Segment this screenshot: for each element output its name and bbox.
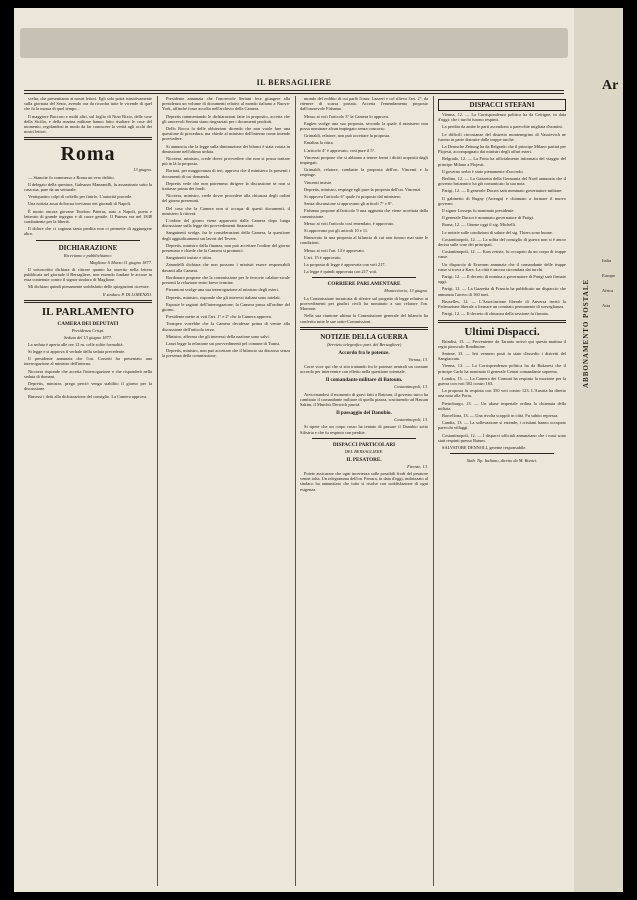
paragraph: La proposta fu respinta con 350 voti contro 123. L'Austria ha diretto una nota alla Porta.: [438, 388, 566, 399]
paragraph: Vienna, 13. — La Corrispondenza politica ha da Bukarest che il principe Carlo ha nominato il generale Cernat comandante supremo.: [438, 363, 566, 374]
paragraph: Il dolore che ci cagiona tanta perdita non ci permette di aggiungere altro.: [24, 226, 152, 237]
corriere-dateline: Montecitorio, 13 giugno.: [384, 288, 428, 294]
column-rule-2: [295, 96, 296, 886]
paragraph: Rimessi i detti alla dichiarazione del consiglio. La Camera approva.: [28, 393, 148, 399]
dispacci-particolari-heading: DISPACCI PARTICOLARI: [332, 441, 396, 448]
paragraph: Il presidente annunzia che l'on. Corsetti ha presentato una interrogazione al ministro dell'interno.: [24, 356, 152, 367]
paragraph: Senza discussione si approvano gli articoli 7° e 8°.: [304, 201, 393, 207]
adjacent-mini-line: Asia: [602, 303, 611, 308]
paragraph: Il delegato della questura, Galeazzo Manzanilli, fu assassinato sotto la casa sua, pare da un vetturale.: [24, 181, 152, 193]
camera-heading: CAMERA DEI DEPUTATI: [57, 320, 119, 327]
newspaper-page: [14, 8, 574, 892]
paragraph: Mi dichiaro quindi pienamente soddisfatto delle spiegazioni ricevute.: [28, 284, 150, 290]
paragraph: Costantinopoli, 12. — La solita del consiglio di guerra non si è ancor decisa sulle cose dei principati.: [438, 236, 566, 248]
gerente-line: SALVATORE DENNOLI, gerente responsabile.: [442, 444, 527, 450]
paragraph: Nicotera, ministro, crede dover provvedere che non si possa trattare più in là la proposta.: [162, 156, 290, 167]
paragraph: Bruxelles, 12. — L'Associazione liberale di Anversa invitò la Federazione liberale a formare un comitato permanente di sorveglianza.: [438, 298, 566, 310]
danubio-text: Si ripete che un corpo russo ha tentato di passare il Danubio sotto Silistria e che fu respinto con perdite.: [300, 424, 428, 435]
pesatore-heading: IL PESATORE.: [346, 456, 382, 463]
paragraph: Vincenti insiste.: [304, 179, 333, 185]
pesatore-dateline: Firenze, 13.: [407, 463, 428, 469]
paragraph: Roma, 12. — Giunse oggi il sig. Michelli.: [442, 222, 517, 228]
dichiarazione-heading: DICHIARAZIONE: [58, 243, 118, 252]
proceedings-continued-text: [300, 96, 428, 192]
paragraph: Candia, 13. — La sollevazione si estende; i cristiani hanno occupato parecchi villaggi.: [438, 420, 566, 431]
paragraph: L'art. 15 è approvato.: [304, 254, 342, 260]
paragraph: Ministro, afferma che gli interessi della nazione sono salvi.: [166, 333, 270, 339]
paragraph: Depretis, ministro dalla finanza, non può accettare l'ordine del giorno presentato e chiede che la Camera si pronunci.: [162, 242, 290, 254]
paragraph: Rinnovato fa una proposta al bilancio di cui non furono mai state le condizioni.: [300, 235, 428, 246]
divider: [312, 277, 416, 278]
section-divider: [438, 320, 566, 323]
paragraph: Berlino, 12. — La Gazzetta della Germania del Nord annunzia che il governo britannico ha già comunicato la sua nota.: [438, 176, 566, 187]
divider: [36, 240, 140, 241]
corriere-heading: CORRIERE PARLAMENTARE: [327, 281, 401, 288]
paragraph: Pietroburgo, 13. — Un ukase imperiale ordina la chiamata della milizia.: [438, 400, 566, 411]
paragraph: Si approva l'articolo 6° quale fu proposto dal ministero.: [304, 194, 402, 200]
paragraph: Il governo serbo è stato pienamente d'accordo.: [442, 168, 524, 174]
paragraph: Del caso che la Camera non si occupa di questi documenti, il ministero li ritirerà.: [162, 205, 290, 216]
proceedings-articles-text: [300, 194, 428, 267]
ultimi-heading: Ultimi Dispacci.: [464, 325, 540, 338]
dispacci-particolari-subtitle: DEL BERSAGLIERE.: [344, 448, 384, 454]
paragraph: Si annuncia che la legge sulla diminuzione dei bilanci è stata votata in dimissione nell'ultima seduta.: [162, 143, 290, 154]
column-3: [300, 96, 428, 886]
paragraph: La Commissione incaricata di riferire sul progetto di legge relativo ai provvedimenti pei giudici civili ha nominato a suo relatore l'on. Morrone.: [300, 295, 428, 312]
paragraph: Vincenzi propone che si abbiano a tenere fermi i diritti acquisiti dagli impiegati.: [300, 154, 428, 166]
ultimi-text: [438, 339, 566, 443]
paragraph: Nicotera, ministro, crede dover procedere alla chiusura degli ordini del giorno presentati.: [162, 193, 290, 204]
roma-text: [24, 175, 152, 237]
paragraph: Messo ai voti l'articolo 3° la Camera lo approva.: [304, 113, 390, 119]
intro-text: [24, 96, 152, 134]
section-divider: [24, 137, 152, 140]
paragraph: Sanguinetti svolge, fra le considerazioni della Camera, la questione degli aggiudicamenti sui lavori del Tevere.: [162, 230, 290, 241]
paragraph: Nicotera risponde che accetta l'interrogazione e che risponderà nella seduta di domani.: [24, 368, 152, 379]
paragraph: Grimaldi, relatore, non può accettare la proposta.: [304, 133, 391, 139]
paragraph: Depretis, ministro, risponde che gli interessi italiani sono tutelati.: [166, 294, 281, 300]
batum-heading: Il comandante militare di Batoum.: [325, 377, 403, 384]
camera-subtitle: Presidenza Crispi.: [71, 327, 105, 333]
adjacent-page-strip: [574, 8, 623, 892]
paragraph: Barcellona, 13. — Una rivolta scoppiò in città. Fu subito repressa.: [442, 412, 559, 418]
paragraph: Bortani, per maggioranza di ieri, approva che il ministero fa presenti i documenti di cui domanda.: [162, 168, 290, 179]
column-rule-1: [157, 96, 158, 886]
printer-imprint: Stab. Tip. Italiano, diretto da M. Bonici.: [466, 458, 538, 464]
paragraph: Un dispaccio di Erzerum annunzia che il comandante delle truppe russe si trova a Kars. La città è ancora circondata dai turchi.: [438, 261, 566, 272]
paragraph: Parigi, 12. — Il decreto di nomina a governatore di Parigi sarà firmato oggi.: [438, 274, 566, 285]
paragraph: Trompeo vorrebbe che la Camera decidesse prima di venire alla discussione dell'articolo terzo.: [162, 321, 290, 332]
danubio-heading: Il passaggio del Danubio.: [336, 410, 392, 417]
paragraph: Bordonaro propone che la commissione per le ferrovie calabro-sicule presenti la relazione entro breve termine.: [162, 274, 290, 286]
camera-text: [24, 342, 152, 399]
paragraph: Il signor Lesseps fu nominato presidente.: [442, 208, 515, 214]
accordo-text: Corre voce qui che si stia trattando fra le potenze neutrali un comune accordo per intervenire con effetto nella questione orientale.: [300, 363, 428, 375]
paragraph: mondo del reddito di cui parlò l'onor. Lazzeri e col rilievo l'art. 2°, da ritenere di scarsa portata. Accetta l'emendamento proposto dall'onorevole Fishamo.: [300, 96, 428, 112]
paragraph: Parigi, 12. — La Gazzetta di Francia ha pubblicato un dispaccio che annunzia l'arrivo di 160 navi.: [438, 286, 566, 297]
camera-dateline: Seduta del 13 giugno 1877.: [63, 334, 113, 340]
paragraph: Zanardelli dichiara che non possono i ministri essere responsabili davanti alla Camera.: [162, 262, 290, 273]
abbonamento-postale-label: ABBONAMENTO POSTALE: [582, 278, 590, 388]
divider: [312, 438, 416, 439]
column-2: [162, 96, 290, 886]
paragraph: Englen svolge una sua proposta, secondo la quale il ministero non possa nominare alcun impiegato senza concorso.: [300, 120, 428, 132]
paragraph: L'ordine del giorno viene approvato dalla Camera dopo lunga discussione sulla legge dei provvedimenti finanziari.: [162, 218, 290, 229]
paragraph: Messo ai voti l'articolo così emendato, è approvato.: [304, 220, 395, 226]
paragraph: Emalina la ritira.: [304, 140, 334, 146]
paragraph: Esposte le ragioni dell'interrogazione, la Camera passa all'ordine del giorno.: [162, 301, 290, 312]
paragraph: Depretis rammentando le dichiarazioni fatte in proposito, accetta che gli onorevoli Sertani siano ringraziati per i documenti prodotti.: [162, 113, 290, 124]
header-rule-bottom: [24, 93, 564, 94]
paragraph: La seduta è aperta alle ore 12 m. colle solite formalità.: [28, 341, 124, 347]
paragraph: Depretis, ministro, non può accettare che il bilancio sia discusso senza la presenza della commissione.: [162, 348, 290, 359]
dichiarazione-dateline: Maglione li Marzo 11 giugno 1877.: [89, 259, 152, 265]
votes-line: La legge è quindi approvata con 217 voti.: [304, 269, 378, 275]
paragraph: Una notizia assai dolorosa troviamo nei giornali di Napoli.: [28, 201, 132, 207]
paragraph: Costantinopoli, 12. — Kars resiste, fu occupato da un corpo di truppe russe.: [438, 249, 566, 260]
accordo-heading: Accordo fra le potenze.: [338, 349, 390, 356]
batum-dateline: Costantinopoli, 13.: [394, 384, 428, 390]
adjacent-mini-line: Italia: [602, 258, 612, 263]
guerra-heading: NOTIZIE DELLA GUERRA: [320, 332, 408, 341]
dichiarazione-text: [24, 267, 152, 290]
paragraph: Il sottoscritto dichiara di ritirare quanto ha asserito nella lettera pubblicata nel giornale il Bersagliere, non essendo fondate le accuse in essa contenute contro il signor sindaco di Maglione.: [24, 266, 152, 283]
paragraph: Fishamo propone all'articolo 9 una aggiunta che viene accettata dalla commissione.: [300, 208, 428, 219]
paragraph: Depretis, ministro, respinge egli pure la proposta dell'on. Vincenzi.: [304, 186, 422, 192]
paragraph: Costantinopoli, 12. — I dispacci ufficiali annunziano che i russi sono stati respinti presso Batum.: [438, 432, 566, 443]
dichiarazione-signature: Il sindaco P. DI LORENZO.: [102, 291, 152, 297]
guerra-subtitle: (Servizio telegrafico part. del Bersagliere): [326, 341, 402, 347]
section-divider: [300, 327, 428, 330]
adjacent-mini-line: Africa: [602, 288, 614, 293]
paragraph: Nella sua riunione ultima la Commissione generale del bilancio ha conferito tutte le sue sotto-Commissioni.: [300, 313, 428, 324]
pesatore-text: Potete assicurare che ogni incertezza sulle possibili frodi del pesatore venne tolta. Un telegramma dell'on. Ferrara, in data d'oggi, indirizzato al sindaco ha annunziato che tutto si risolse con soddisfazione di ogni esigenza.: [300, 470, 428, 492]
roma-dateline: 13 giugno.: [133, 167, 152, 173]
parliament-proceedings-text: [162, 96, 290, 359]
stefani-text: [438, 112, 566, 317]
corriere-text: [300, 296, 428, 324]
paragraph: L'articolo 4° è approvato, così pure il 5°.: [304, 147, 376, 153]
paragraph: Pierantoni svolge una sua interrogazione al ministro degli esteri.: [166, 287, 280, 293]
paragraph: scelta, che presentiamo ai nostri lettori. Egli solo potrà istruttivamente sulla giornata del Sesto, avendo ora da ricordar tutte le vicende di quel che fu la mossa di quel tempo...: [24, 96, 152, 112]
paragraph: Le notizie sulle condizioni di salute del sig. Thiers sono buone.: [442, 229, 553, 235]
divider: [450, 453, 554, 454]
paragraph: Smirne, 13. — Ieri vennero posti in stato d'assedio i distretti del Sangiaccato.: [438, 350, 566, 362]
paragraph: È morto ancora giovane Teodoro Pateras, nato a Napoli, poeta e letterato di grande ingegno e di cuore gentile. Il Pateras era nel 1848 combattente per la libertà.: [24, 208, 152, 225]
paragraph: Londra, 13. — La Camera dei Comuni ha respinto la mozione per la guerra con voti 302 contro 163.: [438, 375, 566, 386]
masthead-running-title: IL BERSAGLIERE: [256, 78, 332, 87]
dichiarazione-subtitle: Riceviamo e pubblichiamo:: [63, 252, 113, 258]
paragraph: Depretis vede che non potremmo dirigere la discussione se non si trattasse prima dei fondi.: [162, 180, 290, 192]
paragraph: La perdita da ambe le parti ascendono a parecchie migliaia d'uomini.: [442, 124, 563, 130]
paragraph: Dello Rocca fa delle obbiezioni dicendo che non vuole fare una questione di procedura, ma chiede al ministro dell'interno come intende provvedere.: [162, 126, 290, 142]
paragraph: Vienna, 12. — La Corrispondenza politica ha da Cettigne, in data d'oggi: che i turchi furono respinti.: [438, 112, 566, 123]
adjacent-page-title-fragment: Ar: [602, 78, 619, 93]
paragraph: Brindisi, 13. — Proveniente da Taranto arrivò qui questa mattina il regio piroscafo Rondinone.: [438, 338, 566, 349]
previous-page-bleed: [20, 28, 568, 58]
paragraph: Presidente annunzia che l'onorevole Sertani fece giungere alla presidenza un volume di documenti relativi al mondo italiano a Nuova-York, affinché fosse accolto nell'archivio della Camera.: [162, 96, 290, 112]
paragraph: — Stanotte fu commesso a Roma un vero delitto.: [28, 174, 115, 180]
paragraph: Si approvano poi gli articoli 10 e 11.: [304, 228, 369, 234]
paragraph: Il gabinetto di Rugny (Arteaga) e chiamato a formare il nuovo governo.: [438, 195, 566, 206]
paragraph: La Deutsche Zeitung ha da Belgrado che il principe Milano partirà per Plojesti, accompagnato dai ministri degli affari esteri.: [438, 144, 566, 155]
paragraph: Il maggiore Buccaro e molti altri, sul foglio di Nino Bixio, delle cose della Sicilia, e della marina militare hanno fatto risaltare le cose del momento, regolandosi in modo da far conoscere la verità agli occhi dei nostri lettori.: [24, 113, 152, 135]
paragraph: Presidente mette ai voti l'art. 1° e 2° che la Camera approva.: [166, 314, 272, 320]
batum-text: Avvicinandosi il momento di gravi fatti a Batoum, il governo turco ha cambiato il comandante militare di quella piazza, sostituendo ad Hassan Sakim, il Mutchir Derwich pascià.: [300, 391, 428, 407]
paragraph: Il generale Ducrot è nominato governatore di Parigi.: [442, 215, 534, 221]
danubio-dateline: Costantinopoli, 13.: [394, 417, 428, 423]
roma-heading: Roma: [60, 143, 116, 166]
parlamento-heading: IL PARLAMENTO: [41, 305, 135, 318]
paragraph: La proposta di legge è approvata con voti 217.: [304, 262, 386, 268]
paragraph: Belgrado, 12. — La Porta ha ufficialmente informato del viaggio del principe Milano a Plojesti.: [438, 156, 566, 167]
column-rule-3: [433, 96, 434, 886]
column-4: [438, 96, 566, 886]
adjacent-mini-line: Europa: [602, 273, 615, 278]
paragraph: Si legge e si approva il verbale della seduta precedente.: [28, 349, 126, 355]
paragraph: Depretis, ministro, prega perciò venga stabilito il giorno per la discussione.: [24, 381, 152, 392]
paragraph: Ventiquattro colpi di coltello per finirlo. L'autorità procede.: [28, 194, 133, 200]
paragraph: Grimaldi, relatore, combatte la proposta dell'on. Vincenti e la respinge.: [300, 167, 428, 178]
header-rule-top: [24, 90, 564, 91]
paragraph: Messo ai voti l'art. 14 è approvato.: [304, 247, 365, 253]
accordo-dateline: Vienna, 13.: [408, 356, 428, 362]
paragraph: Parigi, 12. — Il decreto di chiusura della sessione fu firmato.: [442, 311, 550, 317]
section-divider: [24, 300, 152, 303]
paragraph: Lanzi legge la relazione sui provvedimenti pel comune di Tunisi.: [166, 340, 281, 346]
paragraph: Le difficili circostanze del distretto montenegrino di Vasoievich ne furono in parte distrutte dalle truppe turche.: [438, 131, 566, 142]
paragraph: Sanguinetti insiste e ritira.: [166, 255, 213, 261]
stefani-heading: DISPACCI STEFANI: [438, 99, 566, 111]
column-1: [24, 96, 152, 886]
paragraph: Parigi, 12. — Il generale Ducrot sarà nominato governatore militare.: [442, 188, 563, 194]
